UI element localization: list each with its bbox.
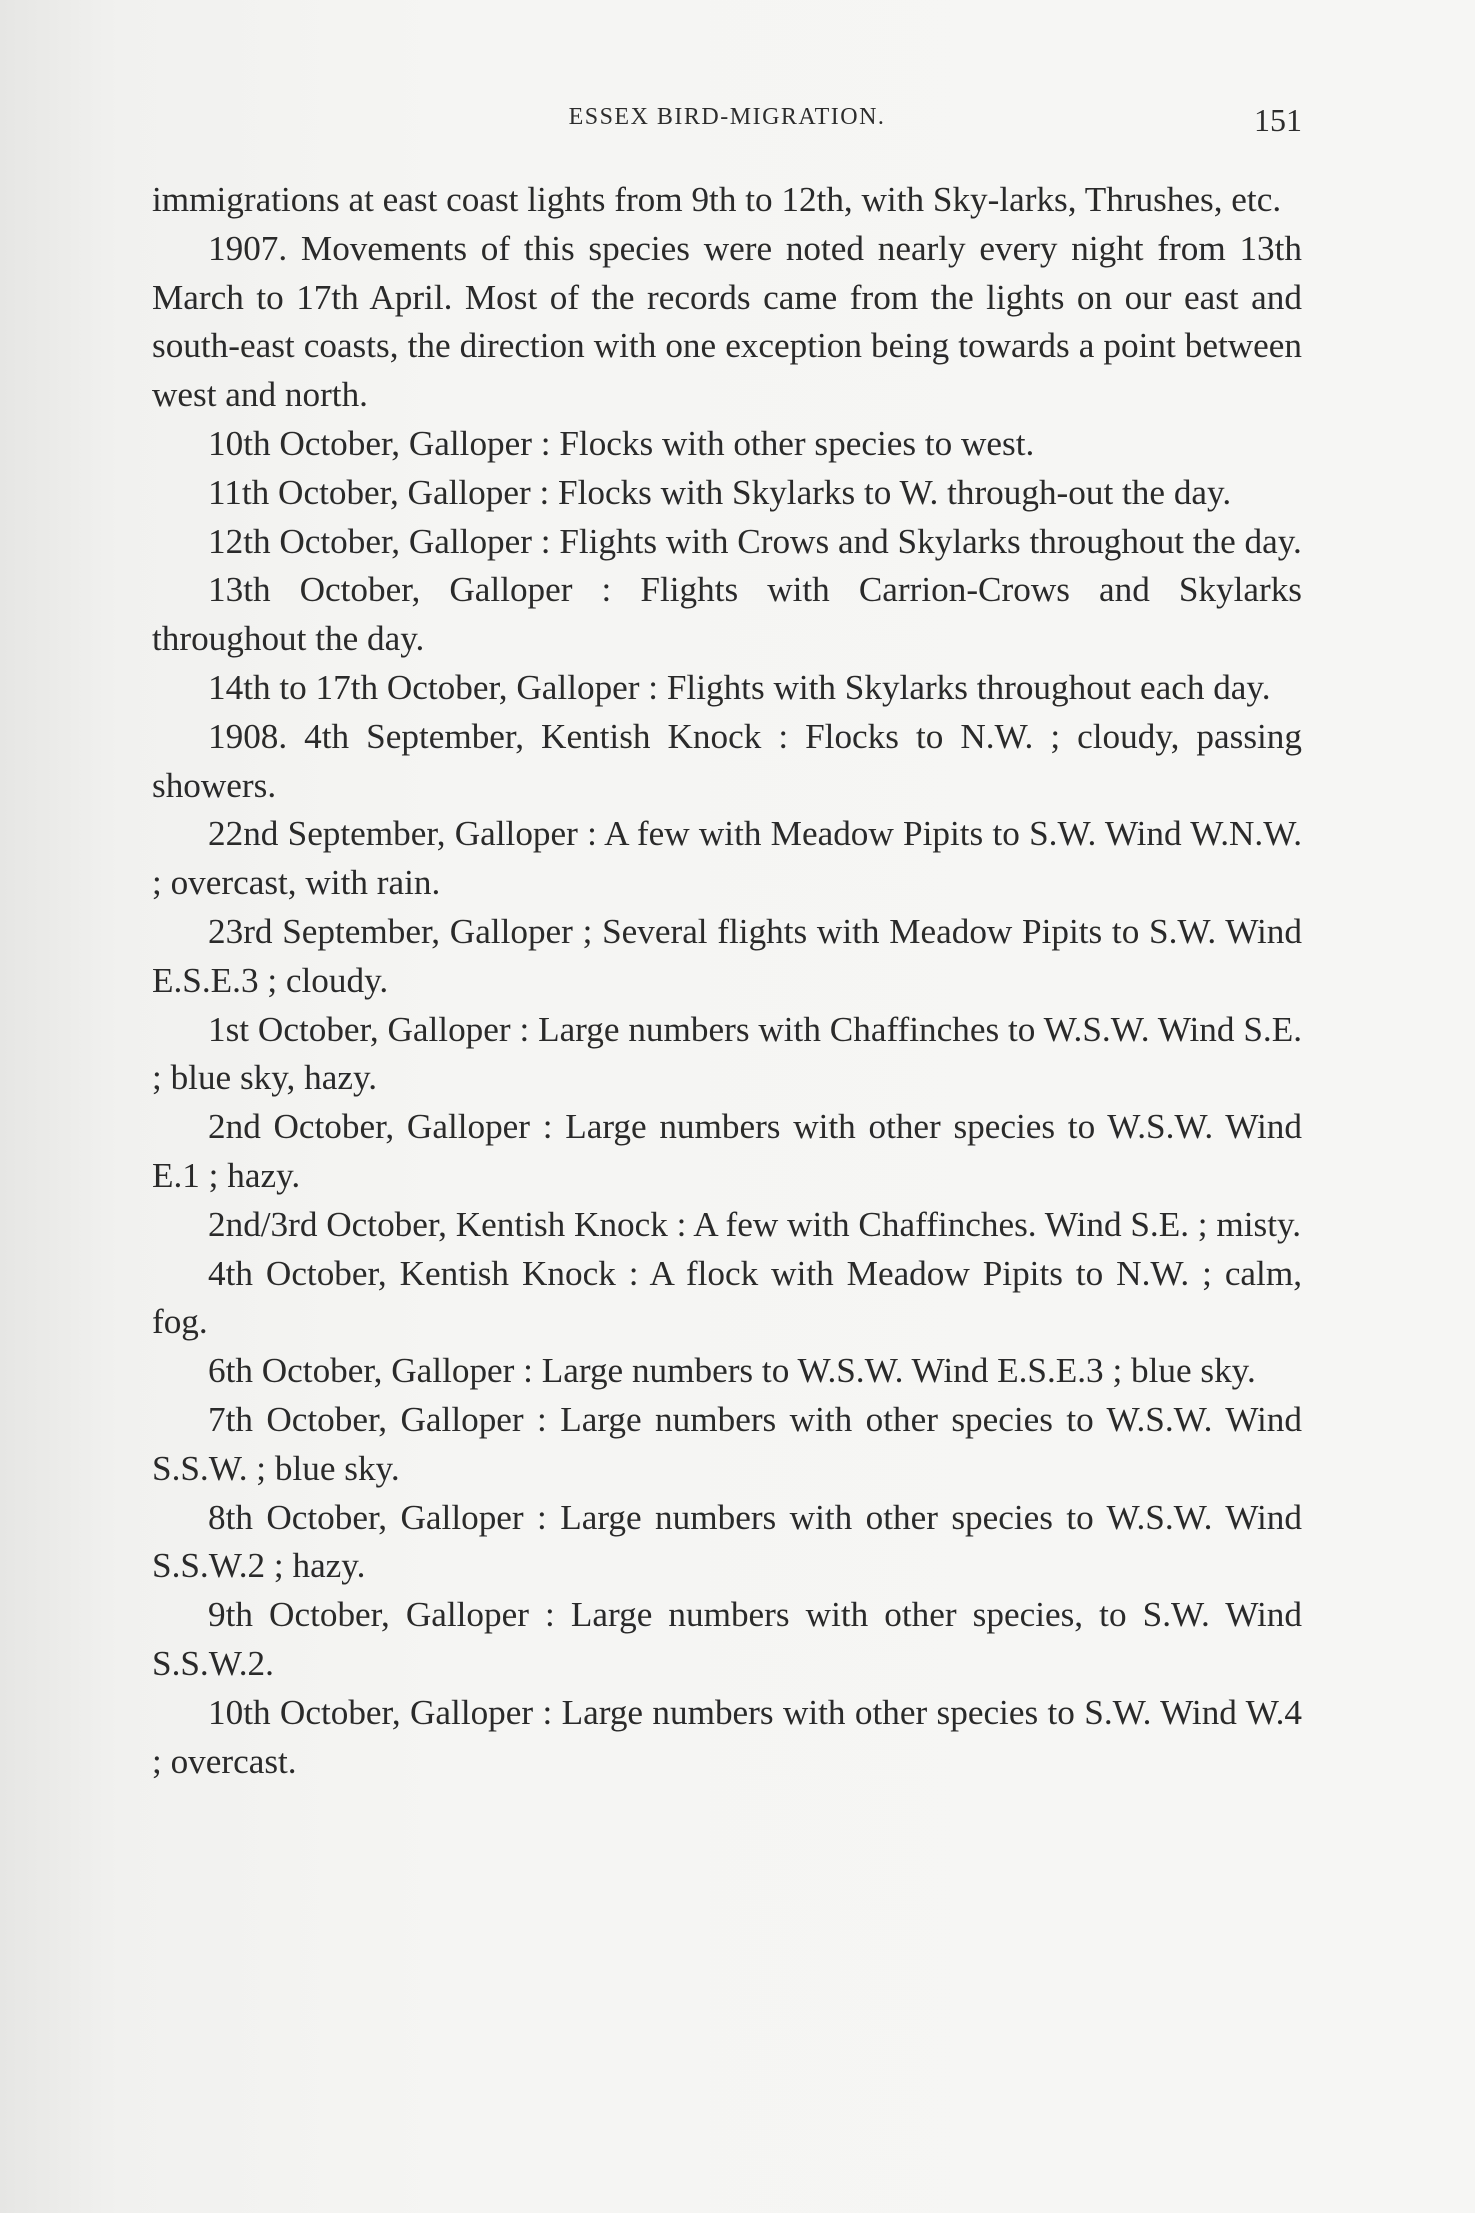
paragraph: 2nd October, Galloper : Large numbers with other species to W.S.W. Wind E.1 ; hazy. <box>152 1107 1302 1195</box>
paragraph: 8th October, Galloper : Large numbers with other species to W.S.W. Wind S.S.W.2 ; hazy. <box>152 1497 1302 1586</box>
running-title: ESSEX BIRD-MIGRATION. <box>568 104 886 130</box>
continued-paragraph: immigrations at east coast lights from 9th to 12th, with Sky-larks, Thrushes, etc. <box>152 180 1282 219</box>
paragraph: 14th to 17th October, Galloper : Flights with Skylarks throughout each day. <box>208 667 1271 707</box>
paragraph: 7th October, Galloper : Large numbers with other species to W.S.W. Wind S.S.W. ; blue sky. <box>152 1399 1302 1488</box>
paragraph: 1907. Movements of this species were noted nearly every night from 13th March to 17th April. Most of the records came from the lights on our east and south-east coasts, the direction with one exception being towards a point between west and north. <box>152 228 1302 415</box>
paragraph: 10th October, Galloper : Flocks with other species to west. <box>208 423 1035 463</box>
paragraph: 1st October, Galloper : Large numbers with Chaffinches to W.S.W. Wind S.E. ; blue sky, hazy. <box>152 1009 1302 1098</box>
paragraph: 9th October, Galloper : Large numbers with other species, to S.W. Wind S.S.W.2. <box>152 1595 1302 1683</box>
paragraph: 10th October, Galloper : Large numbers with other species to S.W. Wind W.4 ; overcast. <box>152 1692 1302 1781</box>
paragraph: 4th October, Kentish Knock : A flock with Meadow Pipits to N.W. ; calm, fog. <box>152 1253 1302 1342</box>
paragraph: 22nd September, Galloper : A few with Meadow Pipits to S.W. Wind W.N.W. ; overcast, with rain. <box>152 814 1302 903</box>
paragraph: 2nd/3rd October, Kentish Knock : A few with Chaffinches. Wind S.E. ; misty. <box>208 1204 1302 1244</box>
book-page <box>152 92 1302 2182</box>
page-number: 151 <box>1254 102 1302 138</box>
paragraph: 6th October, Galloper : Large numbers to W.S.W. Wind E.S.E.3 ; blue sky. <box>208 1351 1256 1391</box>
paragraph: 12th October, Galloper : Flights with Crows and Skylarks throughout the day. <box>208 521 1302 561</box>
paragraph: 11th October, Galloper : Flocks with Skylarks to W. through-out the day. <box>208 472 1232 512</box>
paragraph: 13th October, Galloper : Flights with Carrion-Crows and Skylarks throughout the day. <box>152 570 1302 659</box>
running-head <box>152 92 1302 152</box>
body-text <box>152 176 1302 1786</box>
paragraph: 23rd September, Galloper ; Several flights with Meadow Pipits to S.W. Wind E.S.E.3 ; cloudy. <box>152 911 1302 1000</box>
paragraph: 1908. 4th September, Kentish Knock : Flocks to N.W. ; cloudy, passing showers. <box>152 716 1302 805</box>
